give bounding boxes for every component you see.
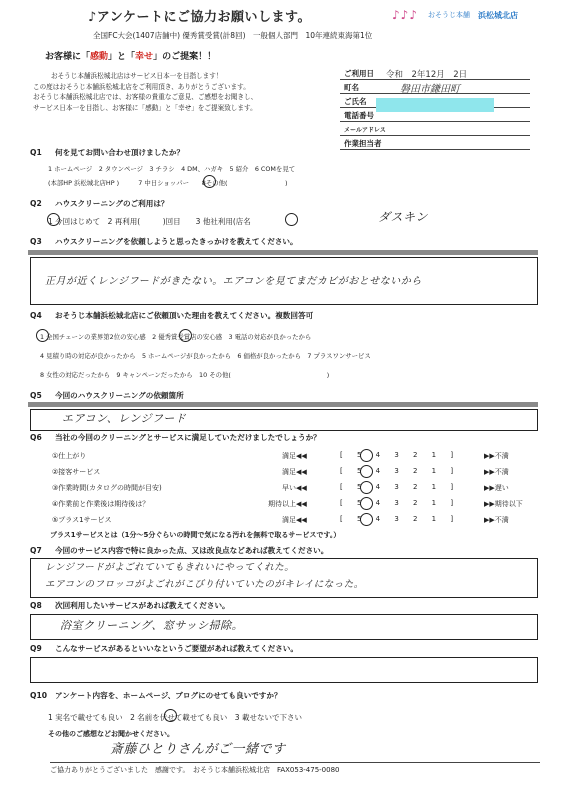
q6-row-label: ④作業前と作業後は期待後は？ xyxy=(52,500,150,508)
redaction-block xyxy=(376,98,494,112)
intro-line-1: おそうじ本舗浜松城北店はサービス日本一を目指します！ xyxy=(51,72,223,80)
intro-line-4: サービス日本一を目指し、お客様に「感動」と「幸せ」をご提案致します。 xyxy=(33,103,257,112)
q1-question xyxy=(30,147,184,158)
q2-competitor-answer[interactable]: ダスキン xyxy=(378,210,428,224)
q1-options-line1: 1 ホームページ 2 タウンページ 3 チラシ 4 DM、ハガキ 5 紹介 6 COMを見て xyxy=(48,165,296,173)
q4-options-line1: 1 全国チェーンの業界第2位の安心感 2 優秀賞受賞店の安心感 3 電話の対応が良かったから xyxy=(40,333,312,341)
music-notes-icon: ♪♪♪ xyxy=(392,8,418,22)
q5-text: 今回のハウスクリーニングの依頼箇所 xyxy=(55,391,184,400)
proposal-kando: 感動 xyxy=(90,52,109,62)
q6-note: プラス1サービスとは（1分～5分ぐらいの時間で気になる汚れを無料で取るサービスです。） xyxy=(50,531,341,539)
footer-divider xyxy=(50,762,540,763)
q10-answer-circle xyxy=(164,709,177,722)
q6-row-positive: 満足◀◀ xyxy=(282,452,307,460)
q3-text: ハウスクリーニングを依頼しようと思ったきっかけを教えてください。 xyxy=(55,237,298,246)
q6-selected-circle xyxy=(360,449,373,462)
q9-number: Q9 xyxy=(30,644,42,653)
q6-row-scale[interactable]: [ 5 4 3 2 1 ] xyxy=(340,467,460,475)
q3-answer: 正月が近くレンジフードがきたない。エアコンを見てまだカビがおとせないから xyxy=(45,276,422,287)
date-field[interactable]: 令和 2年12月 2日 xyxy=(386,70,468,80)
q6-selected-circle xyxy=(360,497,373,510)
q6-row-scale[interactable]: [ 5 4 3 2 1 ] xyxy=(340,483,460,491)
q3-divider xyxy=(28,250,538,255)
intro-line-2: この度はおそうじ本舗浜松城北店をご利用頂き、ありがとうございます。 xyxy=(33,82,250,91)
q6-row-positive: 満足◀◀ xyxy=(282,468,307,476)
q6-row-negative: ▶▶不満 xyxy=(484,468,509,476)
award-subtitle: 全国FC大会(1407店舗中) 優秀賞受賞(計8回) 一般個人部門 10年連続東海第1位 xyxy=(93,31,373,40)
proposal-mid: 」と「 xyxy=(108,52,136,62)
q3-question xyxy=(30,236,298,247)
q4-answer-circle-1 xyxy=(36,329,49,342)
phone-label: 電話番号 xyxy=(344,111,374,120)
q9-answer-box[interactable] xyxy=(30,657,538,683)
q7-number: Q7 xyxy=(30,546,42,555)
q6-row-label: ③作業時間(カタログの時間が目安) xyxy=(52,484,162,492)
q6-row-scale[interactable]: [ 5 4 3 2 1 ] xyxy=(340,451,460,459)
q4-answer-circle-2 xyxy=(179,329,192,342)
q1-answer-circle xyxy=(203,175,216,188)
q10-number: Q10 xyxy=(30,691,48,700)
date-label: ご利用日 xyxy=(344,69,374,78)
name-label: ご氏名 xyxy=(344,97,367,106)
q10-options: 1 実名で載せても良い 2 名前を伏せて載せても良い 3 載せないで下さい xyxy=(48,713,302,722)
q6-number: Q6 xyxy=(30,433,42,442)
q6-row-label: ⑤プラス1サービス xyxy=(52,516,112,524)
q6-row-negative: ▶▶不満 xyxy=(484,452,509,460)
q2-options: 1 今回はじめて 2 再利用( )回目 3 他社利用(店名 xyxy=(48,217,251,226)
q5-number: Q5 xyxy=(30,391,42,400)
proposal-prefix: お客様に「 xyxy=(45,52,91,62)
q4-question xyxy=(30,310,313,321)
q5-answer: エアコン、レンジフード xyxy=(62,412,187,425)
q10-answer[interactable]: 斎藤ひとりさんがご一緒です xyxy=(110,742,286,757)
q2-number: Q2 xyxy=(30,199,42,208)
q8-question xyxy=(30,600,230,611)
q8-text: 次回利用したいサービスがあれば教えてください。 xyxy=(55,601,230,610)
q7-answer-line1: レンジフードがよごれていてもきれいにやってくれた。 xyxy=(45,562,295,573)
q9-text: こんなサービスがあるといいなというご要望があれば教えてください。 xyxy=(55,644,298,653)
intro-line-3: おそうじ本舗浜松城北店では、お客様の貴重なご意見、ご感想をお聞きし、 xyxy=(33,93,258,101)
q6-row-label: ①仕上がり xyxy=(52,452,87,460)
q1-options-line2: (本部HP 浜松城北店HP ) 7 中日ショッパー 8その他( ) xyxy=(48,179,288,187)
mail-row xyxy=(340,122,530,136)
q6-row-negative: ▶▶期待以下 xyxy=(484,500,523,508)
q6-row-scale[interactable]: [ 5 4 3 2 1 ] xyxy=(340,499,460,507)
q6-question xyxy=(30,432,321,443)
q2-text: ハウスクリーニングのご利用は？ xyxy=(55,199,169,208)
q6-selected-circle xyxy=(360,481,373,494)
q2-question xyxy=(30,198,169,209)
q9-question xyxy=(30,643,298,654)
intro-text xyxy=(33,71,333,113)
q10-question xyxy=(30,690,282,701)
q6-selected-circle xyxy=(360,465,373,478)
town-field[interactable]: 磐田市鎌田町 xyxy=(400,84,460,95)
q5-question xyxy=(30,390,184,401)
q4-options-line3: 8 女性の対応だったから 9 キャンペーンだったから 10 その他( ) xyxy=(40,371,330,379)
proposal-shiawase: 幸せ xyxy=(135,52,154,62)
q6-text: 当社の今回のクリーニングとサービスに満足していただけましたでしょうか？ xyxy=(55,433,321,442)
q6-row-negative: ▶▶不満 xyxy=(484,516,509,524)
q6-row-scale[interactable]: [ 5 4 3 2 1 ] xyxy=(340,515,460,523)
q2-answer-circle-1 xyxy=(47,213,60,226)
q10-other-label: その他のご感想などお聞かせください。 xyxy=(48,730,174,738)
q2-answer-circle-3 xyxy=(285,213,298,226)
q4-options-line2: 4 見積り時の対応が良かったから 5 ホームページが良かったから 6 価格が良かったから 7 プラスワンサービス xyxy=(40,352,371,360)
q4-number: Q4 xyxy=(30,311,42,320)
date-row xyxy=(340,66,530,80)
q6-selected-circle xyxy=(360,513,373,526)
brand-logo: おそうじ本舗 xyxy=(428,11,470,19)
q5-divider xyxy=(28,402,538,407)
q6-row-label: ②接客サービス xyxy=(52,468,101,476)
proposal-heading xyxy=(45,49,216,62)
q10-text: アンケート内容を、ホームページ、ブログにのせても良いですか？ xyxy=(55,691,282,700)
q6-row-positive: 早い◀◀ xyxy=(282,484,307,492)
q7-answer-line2: エアコンのフロッコがよごれがこびり付いていたのがキレイになった。 xyxy=(45,579,364,590)
survey-title: ♪アンケートにご協力お願いします。 xyxy=(88,10,311,25)
proposal-suffix: 」のご提案！！ xyxy=(153,52,217,62)
q1-number: Q1 xyxy=(30,148,42,157)
mail-label: メールアドレス xyxy=(344,127,386,134)
footer-text: ご協力ありがとうございました 感謝です。 おそうじ本舗浜松城北店 FAX053-475-0080 xyxy=(50,766,340,774)
q6-row-positive: 期待以上◀◀ xyxy=(268,500,307,508)
town-label: 町名 xyxy=(344,83,359,92)
q1-text: 何を見てお問い合わせ頂けましたか？ xyxy=(55,148,185,157)
town-row xyxy=(340,80,530,94)
q7-question xyxy=(30,545,328,556)
q6-row-negative: ▶▶遅い xyxy=(484,484,509,492)
staff-label: 作業担当者 xyxy=(344,139,382,148)
q8-number: Q8 xyxy=(30,601,42,610)
store-name: 浜松城北店 xyxy=(478,11,518,20)
staff-row xyxy=(340,136,530,150)
q4-text: おそうじ本舗浜松城北店にご依頼頂いた理由を教えてください。複数回答可 xyxy=(55,311,314,320)
q7-text: 今回のサービス内容で特に良かった点、又は改良点などあれば教えてください。 xyxy=(55,546,329,555)
q3-number: Q3 xyxy=(30,237,42,246)
q8-answer: 浴室クリーニング、窓サッシ掃除。 xyxy=(60,619,244,632)
q6-row-positive: 満足◀◀ xyxy=(282,516,307,524)
